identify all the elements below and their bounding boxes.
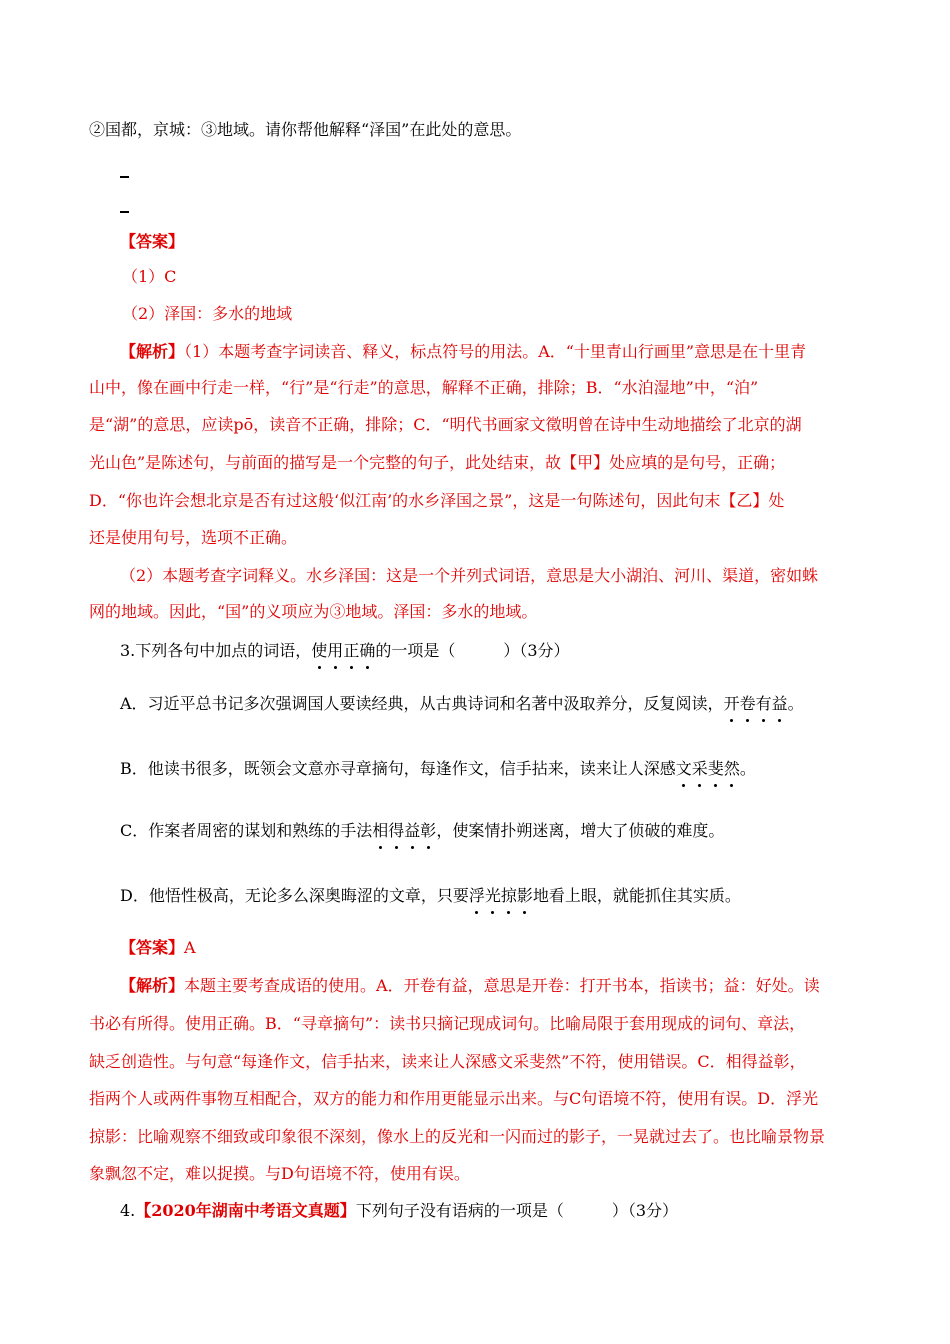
- q3-analysis-line-3: 缺乏创造性。与句意“每逢作文，信手拈来，读来让人深感文采斐然”不符，使用错误。C．相得益彰，: [89, 1052, 806, 1071]
- q3-stem: [120, 640, 570, 662]
- q3-analysis-line-6: 象飘忽不定，难以捉摸。与D句语境不符，使用有误。: [89, 1164, 470, 1183]
- emphasis-char: 使: [311, 641, 328, 660]
- emphasis-char: 益: [404, 821, 421, 840]
- emphasis-char: 得: [388, 821, 405, 840]
- emphasis-char: 浮: [468, 886, 485, 905]
- emphasis-char: 彰: [420, 821, 437, 840]
- q4-source-tag: 【2020年湖南中考语文真题】: [135, 1201, 356, 1220]
- option-b-text: B．他读书很多，既领会文意亦寻章摘句，每逢作文，信手拈来，读来让人深感: [120, 759, 676, 778]
- option-a-dotted-term: [724, 694, 788, 713]
- option-a-text: A．习近平总书记多次强调国人要读经典，从古典诗词和名著中汲取养分，反复阅读，: [120, 694, 724, 713]
- q2-analysis-line-5: D．“你也许会想北京是否有过这般‘似江南’的水乡泽国之景”，这是一句陈述句，因此句末【乙】处: [89, 491, 785, 510]
- emphasis-char: 卷: [739, 694, 756, 713]
- answer-blank-line-2: [120, 211, 129, 213]
- q2-analysis-line-2: 山中，像在画中行走一样，“行”是“行走”的意思，解释不正确，排除；B．“水泊湿地”中，“泊”: [89, 378, 759, 397]
- option-d-dotted-term: [469, 886, 533, 905]
- q3-analysis-line-1: [120, 975, 820, 997]
- option-d-end: 地看上眼，就能抓住其实质。: [532, 886, 741, 905]
- q2-analysis-line-3: 是“湖”的意思，应读pō，读音不正确，排除；C．“明代书画家文徵明曾在诗中生动地描绘了北京的湖: [89, 415, 802, 434]
- option-c-dotted-term: [372, 821, 436, 840]
- q2-prompt-tail: ②国都，京城：③地域。请你帮他解释“泽国”在此处的意思。: [89, 120, 522, 139]
- q2-answer-part1: （1）C: [122, 267, 177, 286]
- emphasis-char: 用: [327, 641, 344, 660]
- q3-analysis-line-2: 书必有所得。使用正确。B．“寻章摘句”：读书只摘记现成词句。比喻局限于套用现成的词句、章法，: [89, 1014, 806, 1033]
- q4-number: 4.: [120, 1201, 136, 1220]
- q3-stem-emphasis: [311, 641, 375, 660]
- q3-analysis-line-5: 掠影：比喻观察不细致或印象很不深刻，像水上的反光和一闪而过的影子，一晃就过去了。也比喻景物景: [89, 1127, 826, 1146]
- q3-analysis-label: 【解析】: [120, 976, 185, 995]
- q2-analysis-text: （1）本题考查字词读音、释义，标点符号的用法。A．“十里青山行画里”意思是在十里青: [184, 342, 807, 361]
- q2-analysis-line-4: 光山色”是陈述句，与前面的描写是一个完整的句子，此处结束，故【甲】处应填的是句号，正确；: [89, 453, 786, 472]
- q2-analysis-line-6: 还是使用句号，选项不正确。: [89, 528, 298, 547]
- q2-analysis-line-8: 网的地域。因此，“国”的义项应为③地域。泽国：多水的地域。: [89, 602, 538, 621]
- emphasis-char: 光: [484, 886, 501, 905]
- q3-option-c: [120, 820, 724, 842]
- q3-analysis-line-4: 指两个人或两件事物互相配合，双方的能力和作用更能显示出来。与C句语境不符，使用有误。D．浮光: [89, 1089, 819, 1108]
- emphasis-char: 影: [516, 886, 533, 905]
- q3-analysis-text: 本题主要考查成语的使用。A．开卷有益，意思是开卷：打开书本，指读书；益：好处。读: [184, 976, 820, 995]
- q2-analysis-label: 【解析】: [120, 342, 185, 361]
- option-c-text: C．作案者周密的谋划和熟练的手法: [120, 821, 373, 840]
- q2-analysis-line-7: （2）本题考查字词释义。水乡泽国：这是一个并列式词语，意思是大小湖泊、河川、渠道，密如蛛: [120, 566, 819, 585]
- q3-option-b: [120, 758, 756, 780]
- q3-stem-pre: 3.下列各句中加点的词语，: [120, 641, 312, 660]
- q4-stem-text: 下列句子没有语病的一项是（ ）（3分）: [355, 1201, 678, 1220]
- emphasis-char: 正: [343, 641, 360, 660]
- q2-answer-part2: （2）泽国：多水的地域: [122, 304, 293, 323]
- emphasis-char: 相: [372, 821, 389, 840]
- option-d-text: D．他悟性极高，无论多么深奥晦涩的文章，只要: [120, 886, 469, 905]
- emphasis-char: 然: [723, 759, 740, 778]
- q3-answer-label: 【答案】: [120, 938, 185, 957]
- answer-blank-line-1: [120, 176, 129, 178]
- q2-answer-label: 【答案】: [120, 232, 185, 251]
- q2-analysis-line-1: [120, 341, 806, 363]
- option-a-end: 。: [787, 694, 804, 713]
- q3-option-d: [120, 885, 741, 907]
- q3-answer: [120, 937, 196, 959]
- emphasis-char: 益: [771, 694, 788, 713]
- q3-option-a: [120, 693, 804, 715]
- emphasis-char: 有: [755, 694, 772, 713]
- option-c-end: ，使案情扑朔迷离，增大了侦破的难度。: [436, 821, 725, 840]
- option-b-dotted-term: [676, 759, 740, 778]
- emphasis-char: 斐: [707, 759, 724, 778]
- emphasis-char: 开: [723, 694, 740, 713]
- q4-stem: [120, 1200, 678, 1222]
- emphasis-char: 文: [675, 759, 692, 778]
- q3-answer-value: A: [184, 938, 196, 957]
- q3-stem-post: 的一项是（ ）（3分）: [375, 641, 570, 660]
- emphasis-char: 确: [359, 641, 376, 660]
- emphasis-char: 掠: [500, 886, 517, 905]
- option-b-end: 。: [739, 759, 756, 778]
- emphasis-char: 采: [691, 759, 708, 778]
